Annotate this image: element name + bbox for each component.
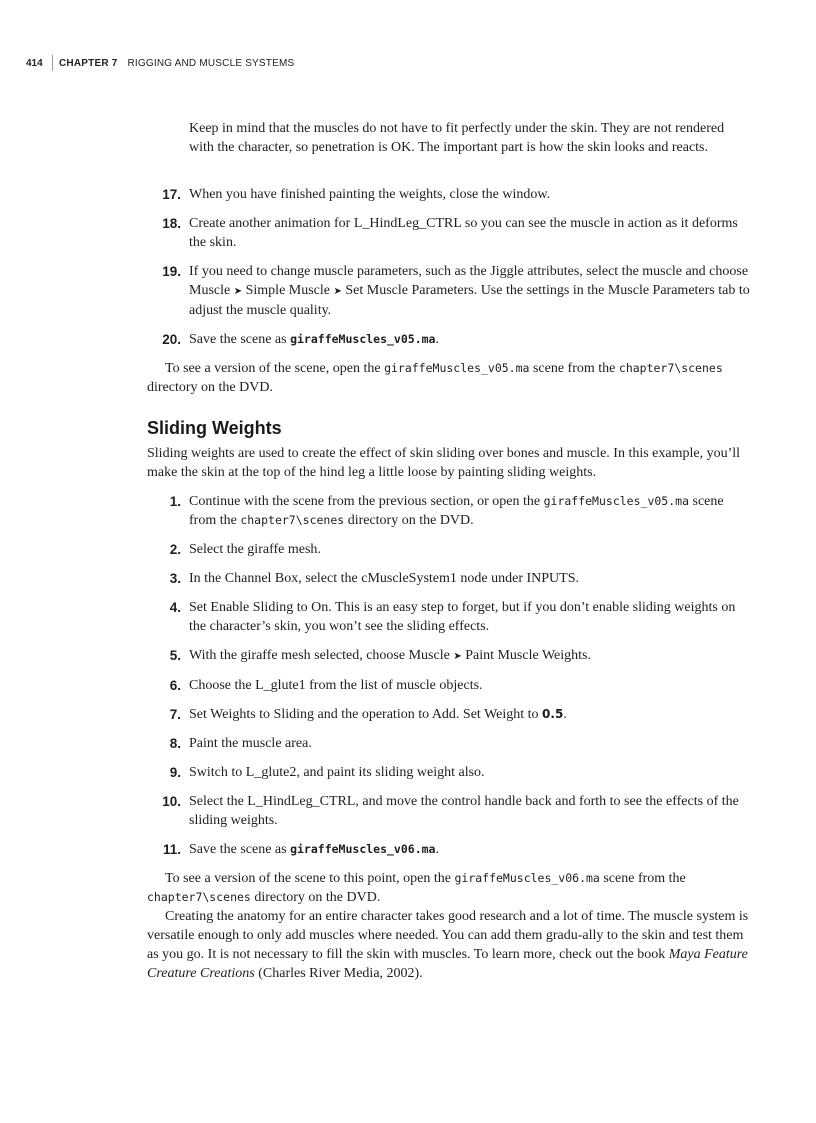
step-text-part: .: [563, 707, 567, 722]
step-text-part: .: [435, 842, 439, 857]
list-item: [140, 763, 750, 782]
list-item: [140, 262, 750, 320]
step-number: 17.: [162, 187, 181, 202]
steps-list-part2: [140, 492, 750, 869]
directory-code: chapter7\scenes: [147, 890, 251, 904]
step-text-part: Save the scene as: [189, 842, 287, 857]
step-text: Choose the L_glute1 from the list of muscle objects.: [189, 678, 483, 693]
step-text-part: Paint Muscle Weights.: [465, 648, 591, 663]
step-text: [189, 840, 750, 859]
step-text: [189, 705, 750, 724]
step-number: 20.: [162, 332, 181, 347]
step-text: Paint the muscle area.: [189, 736, 312, 751]
step-text-part: Simple Muscle: [245, 283, 330, 298]
step-text-part: Continue with the scene from the previous section, or open the: [189, 494, 541, 509]
step-text: [189, 262, 750, 320]
directory-code: chapter7\scenes: [618, 361, 723, 375]
steps-list-part1: [140, 185, 750, 359]
filename-code: giraffeMuscles_v06.ma: [454, 871, 600, 885]
list-item: [140, 792, 750, 830]
step-text-part: With the giraffe mesh selected, choose Muscle: [189, 648, 450, 663]
step-text: [189, 646, 750, 666]
note-paragraph: [147, 869, 750, 907]
menu-arrow-icon: ➤: [333, 286, 342, 297]
list-item: [140, 840, 750, 859]
step-number: 5.: [169, 648, 181, 663]
list-item: [140, 734, 750, 753]
directory-code: chapter7\scenes: [240, 513, 345, 527]
continued-paragraph: Keep in mind that the muscles do not have to fit perfectly under the skin. They are not rendered with the character, so penetration is OK. The important part is how the skin looks and reacts.: [189, 121, 725, 155]
step-number: 10.: [162, 794, 181, 809]
step-text-part: Set Muscle Parameters. Use the settings in the Muscle Parameters tab to adjust the muscle quality.: [189, 283, 750, 318]
step-number: 6.: [169, 678, 181, 693]
chapter-title: RIGGING AND MUSCLE SYSTEMS: [127, 57, 295, 69]
filename-code: giraffeMuscles_v05.ma: [384, 361, 530, 375]
list-item: [140, 214, 750, 252]
section-intro: Sliding weights are used to create the effect of skin sliding over bones and muscle. In this example, you’ll make the skin at the top of the hind leg a little loose by painting sliding weights.: [147, 446, 741, 480]
list-item: [140, 646, 750, 666]
book-title: Maya Feature Creature Creations: [147, 947, 748, 981]
menu-arrow-icon: ➤: [233, 286, 243, 297]
list-item: [140, 569, 750, 588]
chapter-label: CHAPTER 7: [59, 57, 118, 69]
step-number: 1.: [169, 494, 181, 509]
step-text-part: .: [435, 332, 439, 347]
note-paragraph: [147, 359, 750, 397]
page-number: 414: [26, 57, 43, 69]
step-text: Select the giraffe mesh.: [189, 542, 321, 557]
step-number: 4.: [169, 600, 181, 615]
step-text: [189, 492, 750, 530]
step-number: 7.: [169, 707, 181, 722]
header-divider: [52, 55, 53, 71]
step-number: 19.: [162, 264, 181, 279]
step-number: 3.: [169, 571, 181, 586]
closing-text: Creating the anatomy for an entire character takes good research and a lot of time. The muscle system is versatile enough to only add muscles where needed. You can add them gradu-ally to the skin and test them as you go. It is not necessary to fill the skin with muscles. To learn more, check out the book: [147, 909, 749, 962]
running-head: [26, 55, 294, 71]
step-number: 9.: [169, 765, 181, 780]
weight-value: 0.5: [542, 707, 564, 721]
list-item: [140, 705, 750, 724]
menu-arrow-icon: ➤: [453, 651, 462, 662]
note-text: directory on the DVD.: [254, 890, 381, 905]
list-item: [140, 330, 750, 349]
list-item: [140, 185, 750, 204]
closing-paragraph: [147, 907, 750, 983]
step-text: [189, 330, 750, 349]
step-text-part: scene from the: [189, 494, 724, 528]
note-text: To see a version of the scene to this point, open the: [165, 871, 451, 886]
note-text: directory on the DVD.: [147, 380, 273, 395]
step-number: 2.: [169, 542, 181, 557]
step-number: 18.: [162, 216, 181, 231]
closing-text: (Charles River Media, 2002).: [258, 966, 423, 981]
filename-code: giraffeMuscles_v06.ma: [290, 842, 436, 856]
note-text: To see a version of the scene, open the: [165, 361, 381, 376]
step-text: Select the L_HindLeg_CTRL, and move the control handle back and forth to see the effects of the sliding weights.: [189, 794, 739, 828]
filename-code: giraffeMuscles_v05.ma: [543, 494, 689, 508]
step-number: 8.: [169, 736, 181, 751]
list-item: [140, 492, 750, 530]
list-item: [140, 598, 750, 636]
list-item: [140, 540, 750, 559]
step-text: Switch to L_glute2, and paint its sliding weight also.: [189, 765, 485, 780]
step-text-part: Set Weights to Sliding and the operation to Add. Set Weight to: [189, 707, 539, 722]
note-text: scene from the: [532, 361, 616, 376]
step-text-part: Save the scene as: [189, 332, 287, 347]
step-number: 11.: [162, 842, 181, 857]
step-text-part: If you need to change muscle parameters, such as the Jiggle attributes, select the muscle and choose Muscle: [189, 264, 749, 298]
step-text: In the Channel Box, select the cMuscleSystem1 node under INPUTS.: [189, 571, 579, 586]
filename-code: giraffeMuscles_v05.ma: [290, 332, 436, 346]
list-item: [140, 676, 750, 695]
step-text: Create another animation for L_HindLeg_CTRL so you can see the muscle in action as it deforms the skin.: [189, 216, 738, 250]
step-text: Set Enable Sliding to On. This is an easy step to forget, but if you don’t enable sliding weights on the character’s skin, you won’t see the sliding effects.: [189, 600, 736, 634]
note-text: scene from the: [603, 871, 686, 886]
step-text: When you have finished painting the weights, close the window.: [189, 187, 551, 202]
section-heading: Sliding Weights: [147, 418, 282, 438]
step-text-part: directory on the DVD.: [347, 513, 474, 528]
